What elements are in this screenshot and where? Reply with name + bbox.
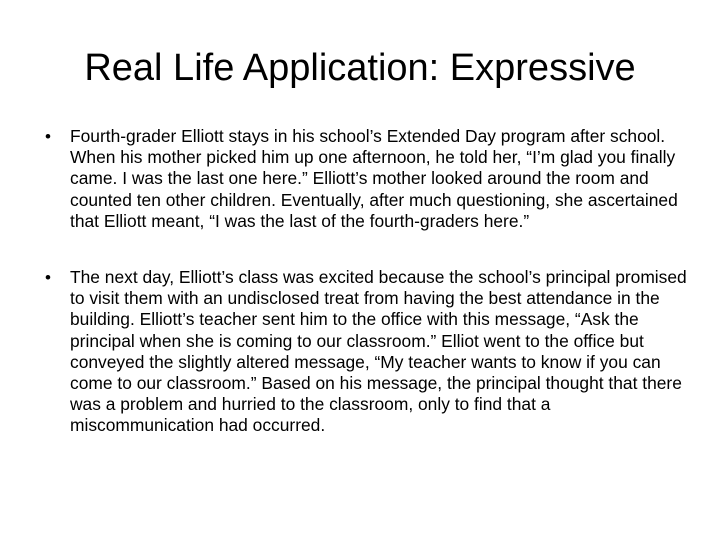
bullet-list bbox=[36, 126, 696, 472]
bullet-marker: • bbox=[45, 268, 51, 288]
bullet-text: The next day, Elliott’s class was excited because the school’s principal promised to visit them with an undisclosed treat from having the best attendance in the building. Elliott’s teacher sent him to the office with this message, “Ask the principal when she is coming to our classroom.” Elliot went to the office but conveyed the slightly altered message, “My teacher wants to know if you can come to our classroom.” Based on his message, the principal thought that there was a problem and hurried to the classroom, only to find that a miscommunication had occurred. bbox=[70, 267, 687, 436]
bullet-text: Fourth-grader Elliott stays in his school’s Extended Day program after school. When his mother picked him up one afternoon, he told her, “I’m glad you finally came. I was the last one here.” Elliott’s mother looked around the room and counted ten other children. Eventually, after much questioning, she ascertained that Elliott meant, “I was the last of the fourth-graders here.” bbox=[70, 126, 678, 231]
slide-title: Real Life Application: Expressive bbox=[84, 47, 636, 89]
bullet-marker: • bbox=[45, 127, 51, 146]
bullet-item bbox=[36, 126, 696, 232]
bullet-item bbox=[36, 267, 696, 437]
